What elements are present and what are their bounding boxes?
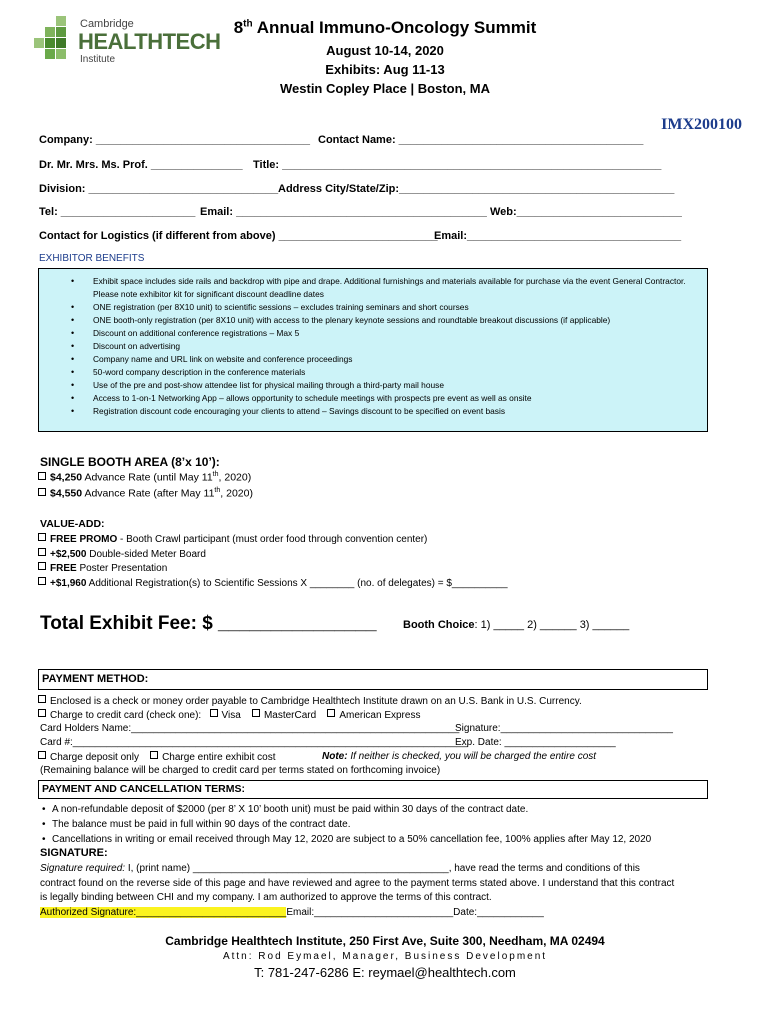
logo-line-3: Institute (80, 54, 116, 65)
footer-contact: T: 781-247-6286 E: reymael@healthtech.com (254, 965, 516, 980)
checkbox-icon[interactable] (38, 548, 46, 556)
checkbox-icon[interactable] (38, 472, 46, 480)
benefit-item: • Registration discount code encouraging your clients to attend – Savings discount to be specified on event basis (93, 405, 707, 418)
event-dates: August 10-14, 2020 (326, 43, 444, 58)
cancellation-heading: PAYMENT AND CANCELLATION TERMS: (38, 780, 708, 799)
email-date-field[interactable]: Email:_________________________Date:____________ (286, 906, 544, 918)
benefit-item: • Access to 1-on-1 Networking App – allows opportunity to schedule meetings with prospects pre event as well as onsite (93, 392, 707, 405)
booth-choice-field[interactable]: Booth Choice: 1) _____ 2) ______ 3) ______ (403, 619, 630, 631)
event-venue: Westin Copley Place | Boston, MA (280, 81, 490, 96)
booth-heading: SINGLE BOOTH AREA (8’x 10’): (40, 455, 220, 469)
checkbox-icon[interactable] (38, 577, 46, 585)
logo-mark-icon (34, 16, 74, 64)
tel-field[interactable]: Tel: ______________________ (39, 206, 196, 218)
value-add-heading: VALUE-ADD: (40, 518, 105, 530)
benefit-item: • Discount on additional conference registrations – Max 5 (93, 327, 707, 340)
footer-address: Cambridge Healthtech Institute, 250 First Ave, Suite 300, Needham, MA 02494 (165, 934, 605, 948)
signature-heading: SIGNATURE: (40, 847, 108, 859)
value-add-option[interactable]: FREE Poster Presentation (38, 562, 508, 577)
mastercard-checkbox[interactable] (252, 709, 260, 717)
logo-line-2: HEALTHTECH (78, 29, 221, 54)
logo-line-1: Cambridge (80, 18, 134, 30)
benefit-item: • Company name and URL link on website and conference proceedings (93, 353, 707, 366)
prefix-field[interactable]: Dr. Mr. Mrs. Ms. Prof. _______________ (39, 159, 243, 171)
cancellation-term: • Cancellations in writing or email received through May 12, 2020 are subject to a 50% cancellation fee, 100% applies after May 12, 2020 (52, 832, 770, 847)
logistics-contact-field[interactable]: Contact for Logistics (if different from above) __________________________ (39, 230, 438, 242)
checkbox-icon[interactable] (38, 488, 46, 496)
benefit-item: • Use of the pre and post-show attendee list for physical mailing through a third-party mail house (93, 379, 707, 392)
exhibit-dates: Exhibits: Aug 11-13 (325, 62, 445, 77)
payment-method-heading: PAYMENT METHOD: (38, 669, 708, 690)
exp-date-field[interactable]: Exp. Date: ____________________ (455, 737, 616, 748)
card-holder-field[interactable]: Card Holders Name:___________________________________________________________ (40, 723, 460, 734)
checkbox-icon[interactable] (150, 751, 158, 759)
checkbox-icon[interactable] (38, 751, 46, 759)
checkbox-icon[interactable] (38, 533, 46, 541)
visa-checkbox[interactable] (210, 709, 218, 717)
email-field[interactable]: Email: _________________________________________ (200, 206, 487, 218)
benefit-item: • ONE booth-only registration (per 8X10 unit) with access to the plenary keynote sessions and roundtable breakout discussions (if applicable) (93, 314, 707, 327)
authorized-signature-field[interactable]: Authorized Signature:___________________________ (40, 906, 287, 918)
checkbox-icon[interactable] (38, 695, 46, 703)
cancellation-term: • A non-refundable deposit of $2000 (per 8’ X 10’ booth unit) must be paid within 30 days of the contract date. (52, 802, 770, 817)
web-field[interactable]: Web:___________________________ (490, 206, 682, 218)
cancellation-terms (0, 802, 770, 847)
amex-checkbox[interactable] (327, 709, 335, 717)
value-add-option[interactable]: FREE PROMO - Booth Crawl participant (must order food through convention center) (38, 533, 508, 548)
contact-name-field[interactable]: Contact Name: ________________________________________ (318, 134, 644, 146)
company-field[interactable]: Company: ___________________________________ (39, 134, 310, 146)
title-field[interactable]: Title: ______________________________________________________________ (253, 159, 662, 171)
division-field[interactable]: Division: _______________________________ (39, 183, 279, 195)
signature-statement: Signature required: I, (print name) ______________________________________________, have read the terms and conditions of this contract found on the reverse side of this page and have reviewed and agree to the payment terms stated above. I understand that this contract is legally binding between CHI and my company. I am authorized to approve the terms of this contract. Authorized Signature:___________________________Email:_________________________Date:____________ (40, 863, 675, 918)
checkbox-icon[interactable] (38, 709, 46, 717)
booth-option-2[interactable]: $4,550 Advance Rate (after May 11th, 2020) (38, 487, 253, 500)
benefits-heading: EXHIBITOR BENEFITS (39, 253, 145, 264)
card-number-field[interactable]: Card #:_______________________________________________________________________ (40, 737, 468, 748)
payment-note: Note: If neither is checked, you will be charged the entire cost (322, 751, 597, 762)
remaining-balance-text: (Remaining balance will be charged to credit card per terms stated on forthcoming invoice) (40, 765, 441, 776)
benefit-item: • Discount on advertising (93, 340, 707, 353)
pay-card-row: Charge to credit card (check one): Visa MasterCard American Express (38, 709, 420, 721)
benefits-list (39, 269, 707, 418)
address-field[interactable]: Address City/State/Zip:_____________________________________________ (278, 183, 675, 195)
benefit-item: • 50-word company description in the conference materials (93, 366, 707, 379)
charge-options-row: Charge deposit only Charge entire exhibit cost (38, 751, 275, 763)
total-fee-field[interactable]: Total Exhibit Fee: $ _______________ (40, 613, 377, 634)
logistics-email-field[interactable]: Email:___________________________________ (434, 230, 682, 242)
event-code: IMX200100 (661, 116, 742, 133)
benefits-box (38, 268, 708, 432)
page-title: 8th Annual Immuno-Oncology Summit (233, 18, 537, 37)
footer-attn: Attn: Rod Eymael, Manager, Business Development (222, 951, 548, 962)
value-add-option[interactable]: +$1,960 Additional Registration(s) to Scientific Sessions X ________ (no. of delegates) = $__________ (38, 577, 508, 592)
chi-logo (34, 16, 221, 66)
signature-field[interactable]: Signature:_______________________________ (455, 723, 673, 734)
booth-option-1[interactable]: $4,250 Advance Rate (until May 11th, 2020) (38, 471, 251, 484)
benefit-item: • Exhibit space includes side rails and backdrop with pipe and drape. Additional furnishings and materials available for purchase via the event General Contractor. Please note exhibitor kit for significant discount deadline dates (93, 275, 707, 301)
value-add-option[interactable]: +$2,500 Double-sided Meter Board (38, 548, 508, 563)
benefit-item: • ONE registration (per 8X10 unit) to scientific sessions – excludes training seminars and short courses (93, 301, 707, 314)
pay-enclosed-option[interactable]: Enclosed is a check or money order payable to Cambridge Healthtech Institute drawn on an U.S. Bank in U.S. Currency. (38, 695, 582, 707)
value-add-list (38, 533, 508, 591)
checkbox-icon[interactable] (38, 562, 46, 570)
cancellation-term: • The balance must be paid in full within 90 days of the contract date. (52, 817, 770, 832)
